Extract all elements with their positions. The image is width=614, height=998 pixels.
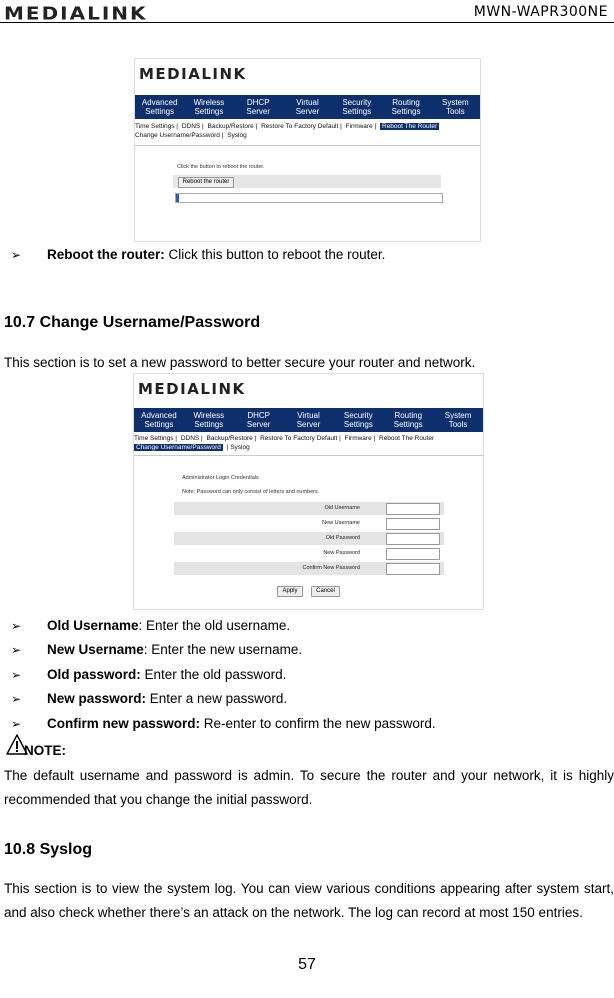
model-number: MWN-WAPR300NE — [473, 4, 608, 20]
reboot-instruction: Click the button to reboot the router. — [177, 164, 265, 170]
reboot-progress-fill — [176, 194, 179, 202]
screenshot-navbar — [134, 408, 483, 432]
subnav-ddns[interactable]: DDNS | — [180, 435, 203, 442]
bullet-arrow-icon: ➢ — [11, 619, 22, 633]
bullet-arrow-icon: ➢ — [11, 668, 22, 682]
nav-dhcp-server[interactable]: DHCP Server — [246, 411, 271, 429]
bullet-reboot: ➢ Reboot the router: Click this button to reboot the router. — [11, 247, 386, 262]
nav-system-tools[interactable]: System Tools — [441, 98, 469, 116]
subnav-firmware[interactable]: Firmware | — [345, 123, 377, 130]
subnav-backup-restore[interactable]: Backup/Restore | — [207, 123, 258, 130]
nav-security-settings[interactable]: Security Settings — [343, 411, 373, 429]
nav-advanced-settings[interactable]: Advanced Settings — [141, 411, 177, 429]
bullet-confirm-password: ➢ Confirm new password: Re-enter to confirm the new password. — [11, 716, 436, 731]
nav-dhcp-server[interactable]: DHCP Server — [246, 98, 270, 116]
confirm-password-label: Confirm New Password — [302, 565, 360, 571]
bullet-arrow-icon: ➢ — [11, 717, 22, 731]
subnav-time-settings[interactable]: Time Settings | — [134, 435, 177, 442]
bullet-arrow-icon: ➢ — [11, 643, 22, 657]
bullet-arrow-icon: ➢ — [11, 692, 22, 706]
nav-routing-settings[interactable]: Routing Settings — [393, 411, 423, 429]
reboot-button[interactable]: Reboot the router — [178, 177, 234, 188]
subnav-reboot-router[interactable]: Reboot The Router — [382, 123, 438, 130]
screenshot-logo: MEDIALINK — [139, 65, 247, 83]
cancel-button[interactable]: Cancel — [311, 586, 340, 597]
divider — [134, 455, 483, 456]
bullet-old-username: ➢ Old Username: Enter the old username. — [11, 618, 291, 633]
subnav-syslog[interactable]: | Syslog — [226, 444, 250, 451]
subnav-ddns[interactable]: DDNS | — [181, 123, 204, 130]
section-10-7-title: 10.7 Change Username/Password — [4, 314, 261, 331]
section-10-7-intro: This section is to set a new password to better secure your router and network. — [4, 355, 476, 370]
nav-routing-settings[interactable]: Routing Settings — [391, 98, 421, 116]
brand-logo: MEDIALINK — [4, 2, 148, 24]
section-10-8-text: This section is to view the system log. You can view various conditions appearing after system start, and also check whether there’s an attack on the network. The log can record at most 150 entries. — [4, 881, 614, 920]
password-screenshot — [133, 373, 484, 610]
nav-virtual-server[interactable]: Virtual Server — [295, 98, 320, 116]
new-password-row — [174, 547, 444, 560]
nav-wireless-settings[interactable]: Wireless Settings — [193, 411, 225, 429]
credentials-note: Note: Password can only consist of letters and numbers. — [182, 489, 320, 495]
reboot-screenshot — [134, 58, 481, 242]
subnav-restore-factory[interactable]: Restore To Factory Default | — [260, 435, 341, 442]
subnav-change-password[interactable]: Change Username/Password — [136, 444, 221, 451]
subnav-row-2 — [135, 132, 480, 139]
subnav-firmware[interactable]: Firmware | — [344, 435, 376, 442]
nav-system-tools[interactable]: System Tools — [444, 411, 472, 429]
old-username-row — [174, 502, 444, 515]
divider — [135, 145, 480, 146]
subnav-row-1 — [135, 123, 480, 130]
old-password-input[interactable] — [386, 533, 440, 545]
subnav-restore-factory[interactable]: Restore To Factory Default | — [261, 123, 342, 130]
screenshot-navbar — [135, 95, 480, 119]
apply-button[interactable]: Apply — [277, 586, 303, 597]
bullet-new-password: ➢ New password: Enter a new password. — [11, 691, 288, 706]
old-password-label: Old Password — [325, 535, 360, 541]
nav-security-settings[interactable]: Security Settings — [342, 98, 372, 116]
page-number: 57 — [298, 956, 316, 973]
reboot-progress-bar — [175, 193, 443, 203]
note-label: NOTE: — [24, 743, 66, 758]
subnav-syslog[interactable]: Syslog — [227, 132, 247, 139]
subnav-time-settings[interactable]: Time Settings | — [135, 123, 178, 130]
new-username-label: New Username — [322, 520, 360, 526]
confirm-password-row — [174, 562, 444, 575]
screenshot-logo: MEDIALINK — [138, 380, 246, 398]
subnav-row-1 — [134, 435, 483, 442]
page-header — [0, 0, 614, 23]
old-password-row — [174, 532, 444, 545]
nav-virtual-server[interactable]: Virtual Server — [296, 411, 321, 429]
bullet-old-password: ➢ Old password: Enter the old password. — [11, 667, 287, 682]
subnav-reboot-router[interactable]: Reboot The Router — [379, 435, 435, 442]
nav-wireless-settings[interactable]: Wireless Settings — [193, 98, 225, 116]
note-text: The default username and password is admin. To secure the router and your network, it is highly recommended that you change the initial password. — [4, 768, 614, 807]
confirm-password-input[interactable] — [386, 563, 440, 575]
subnav-row-2 — [134, 444, 483, 451]
subnav-backup-restore[interactable]: Backup/Restore | — [206, 435, 257, 442]
new-password-input[interactable] — [386, 548, 440, 560]
new-username-input[interactable] — [386, 518, 440, 530]
bullet-arrow-icon: ➢ — [11, 248, 22, 262]
old-username-input[interactable] — [386, 503, 440, 515]
nav-advanced-settings[interactable]: Advanced Settings — [141, 98, 178, 116]
new-username-row — [174, 517, 444, 530]
credentials-heading: Administrator Login Credentials — [182, 475, 259, 481]
bullet-new-username: ➢ New Username: Enter the new username. — [11, 642, 303, 657]
subnav-change-password[interactable]: Change Username/Password | — [135, 132, 224, 139]
section-10-8-title: 10.8 Syslog — [4, 841, 93, 858]
old-username-label: Old Username — [324, 505, 360, 511]
new-password-label: New Password — [323, 550, 360, 556]
